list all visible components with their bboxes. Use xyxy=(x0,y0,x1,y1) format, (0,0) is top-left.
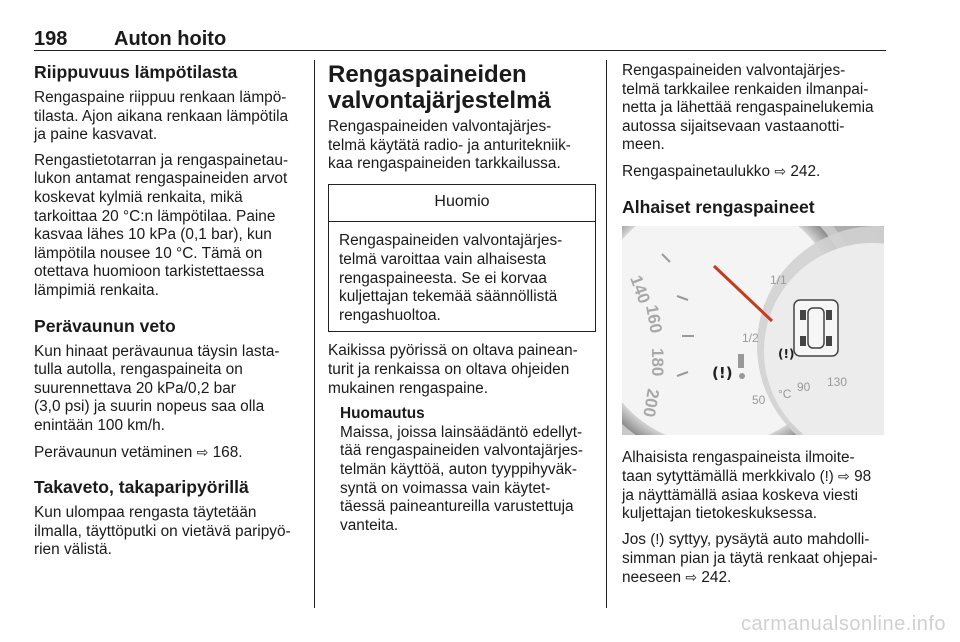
text-line: otettava huomioon tarkistettaessa xyxy=(34,263,265,281)
caution-body xyxy=(329,222,595,331)
text-line: rien välistä. xyxy=(34,541,112,559)
text-line: täessä paineantureilla varustettuja xyxy=(340,498,574,516)
page-ref-link[interactable]: 98 xyxy=(854,468,872,486)
text-line: Rengaspaineiden valvontajärjes- xyxy=(328,118,552,135)
speed-tick-label: 140 xyxy=(626,272,654,306)
paragraph-temp-details xyxy=(34,152,308,301)
page-title: Auton hoito xyxy=(114,28,227,50)
text-line: Kun ulompaa rengasta täytetään xyxy=(34,504,257,522)
caution-box xyxy=(328,184,596,333)
text-line: Rengaspaineiden valvontajärjes- xyxy=(622,62,846,79)
text-line: tää rengaspaineiden valvontajärjes- xyxy=(340,442,583,460)
caution-title: Huomio xyxy=(329,185,595,223)
paragraph-pressure-table-ref xyxy=(622,162,888,182)
text-line: Rengaspaineiden valvontajärjes- xyxy=(339,232,563,250)
speed-tick-label: 200 xyxy=(639,386,663,419)
page-header xyxy=(34,28,886,51)
page-ref-arrow-icon[interactable]: ⇨ xyxy=(774,162,787,179)
text-line: ja näyttämällä asiaa koskeva viesti xyxy=(622,486,859,504)
text-line: kaa rengaspaineiden tarkkailussa. xyxy=(328,155,561,173)
instrument-cluster-illustration xyxy=(622,226,884,435)
text-line: telmä tarkkailee renkaiden ilmanpai- xyxy=(622,80,869,98)
text-line: Kaikissa pyörissä on oltava painean- xyxy=(328,342,578,360)
text-line: lämpimiä renkaita. xyxy=(34,281,159,299)
tpms-warning-icon: (!) xyxy=(819,468,834,486)
text-line: ja paine kasvavat. xyxy=(34,126,158,144)
heading-line: valvontajärjestelmä xyxy=(328,87,551,114)
paragraph-rear-drive xyxy=(34,504,308,560)
text-line: rengashuoltoa. xyxy=(339,306,441,324)
heading-low-pressure: Alhaiset rengaspaineet xyxy=(622,196,815,217)
text-line: telmä varoittaa vain alhaisesta xyxy=(339,250,547,268)
text-line: kuljettajan tietokeskuksessa. xyxy=(622,505,818,523)
text-line: kuljettajan tekemää säännöllistä xyxy=(339,288,558,306)
text-line: telmä käytätä radio- ja anturitekniik- xyxy=(328,136,571,154)
text-line: kasvaa lähes 10 kPa (0,1 bar), kun xyxy=(34,226,272,244)
heading-trailer: Perävaunun veto xyxy=(34,315,176,336)
text-line xyxy=(622,467,888,487)
text-line: turit ja renkaissa on oltava ohjeiden xyxy=(328,360,570,378)
text-fragment: Jos xyxy=(622,530,646,548)
temp-mark-label: °C xyxy=(778,386,792,401)
paragraph-trailer-ref xyxy=(34,443,308,463)
heading-temperature: Riippuvuus lämpötilasta xyxy=(34,62,238,82)
temp-mark-label: 130 xyxy=(827,374,848,389)
text-line: meen. xyxy=(622,136,665,154)
instrument-cluster-image xyxy=(622,226,884,435)
text-line: Alhaisista rengaspaineista ilmoite- xyxy=(622,448,855,466)
page-number: 198 xyxy=(34,28,68,50)
paragraph-sensors xyxy=(328,342,598,398)
fuel-mark-label: 1/2 xyxy=(742,330,759,345)
text-line: tilasta. Ajon aikana renkaan lämpötila xyxy=(34,107,289,125)
text-line: ilmalla, täyttöputki on vietävä paripyö- xyxy=(34,522,291,540)
column-divider xyxy=(606,60,607,608)
text-fragment: Rengaspainetaulukko xyxy=(622,162,771,180)
text-line: vanteita. xyxy=(340,516,399,534)
text-line: suurennettava 20 kPa/0,2 bar xyxy=(34,379,236,397)
column-left xyxy=(34,62,308,567)
page-ref-arrow-icon[interactable]: ⇨ xyxy=(838,468,850,485)
heading-line: Rengaspaineiden xyxy=(328,61,527,88)
column-divider xyxy=(314,60,315,608)
page-ref-arrow-icon[interactable]: ⇨ xyxy=(196,443,209,460)
text-line: telmän käyttöä, auton tyyppihyväk- xyxy=(340,460,577,478)
page-ref-arrow-icon[interactable]: ⇨ xyxy=(685,569,698,586)
text-line: enintään 100 km/h. xyxy=(34,416,165,434)
text-line: lämpötila nousee 10 °C. Tämä on xyxy=(34,244,263,262)
paragraph-tpms-monitor xyxy=(622,62,888,155)
note-block xyxy=(328,405,598,535)
page-ref-link[interactable]: 168. xyxy=(212,443,243,461)
temp-mark-label: 50 xyxy=(752,392,766,407)
text-line: tulla autolla, rengaspaineita on xyxy=(34,361,243,379)
heading-rear-drive: Takaveto, takaparipyörillä xyxy=(34,477,249,498)
text-line: Kun hinaat perävaunua täysin lasta- xyxy=(34,342,280,360)
column-middle xyxy=(328,62,598,535)
text-line: mukainen rengaspaine. xyxy=(328,379,489,397)
paragraph-stop-instruction xyxy=(622,531,888,588)
speed-tick-label: 160 xyxy=(642,302,666,335)
text-fragment: Perävaunun vetäminen xyxy=(34,443,193,461)
page-ref-link[interactable]: 242. xyxy=(701,569,732,587)
tpms-warning-icon: (!) xyxy=(778,346,795,361)
page-ref-link[interactable]: 242. xyxy=(790,162,821,180)
temp-mark-label: 90 xyxy=(797,379,811,394)
text-fragment: taan sytyttämällä merkkivalo xyxy=(622,468,816,486)
watermark: carmanualsonline.info xyxy=(740,613,946,635)
text-fragment: neeseen xyxy=(622,569,682,587)
text-line: simman pian ja täytä renkaat ohjepai- xyxy=(622,549,878,567)
tpms-warning-icon: (!) xyxy=(712,363,733,382)
text-line: tarkoittaa 20 °C:n lämpötilaa. Paine xyxy=(34,207,276,225)
column-right xyxy=(622,62,888,595)
text-line: koskevat kylmiä renkaita, mikä xyxy=(34,188,243,206)
speed-tick-label: 180 xyxy=(648,347,667,376)
note-title: Huomautus xyxy=(340,405,425,423)
text-line: lukon antamat rengaspaineiden arvot xyxy=(34,170,288,188)
paragraph-tpms-intro xyxy=(328,118,598,174)
text-line: Rengaspaine riippuu renkaan lämpö- xyxy=(34,89,287,106)
text-line: (3,0 psi) ja suurin nopeus saa olla xyxy=(34,398,265,416)
tpms-warning-icon: (!) xyxy=(650,530,665,548)
paragraph-warning-light xyxy=(622,449,888,524)
text-line xyxy=(622,531,888,550)
text-line: Maissa, joissa lainsäädäntö edellyt- xyxy=(340,423,583,441)
text-line: syntä on voimassa vain käytet- xyxy=(340,479,551,497)
text-fragment: syttyy, pysäytä auto mahdolli- xyxy=(668,530,870,548)
text-line: Rengastietotarran ja rengaspainetau- xyxy=(34,151,289,169)
heading-tpms xyxy=(328,62,598,114)
paragraph-trailer xyxy=(34,343,308,436)
fuel-mark-label: 1/1 xyxy=(770,272,787,287)
text-line: rengaspaineesta. Se ei korvaa xyxy=(339,269,547,287)
text-line: autossa sijaitsevaan vastaanotti- xyxy=(622,117,845,135)
text-line xyxy=(622,568,888,588)
paragraph-temp-intro xyxy=(34,89,308,145)
text-line: netta ja lähettää rengaspainelukemia xyxy=(622,99,874,117)
